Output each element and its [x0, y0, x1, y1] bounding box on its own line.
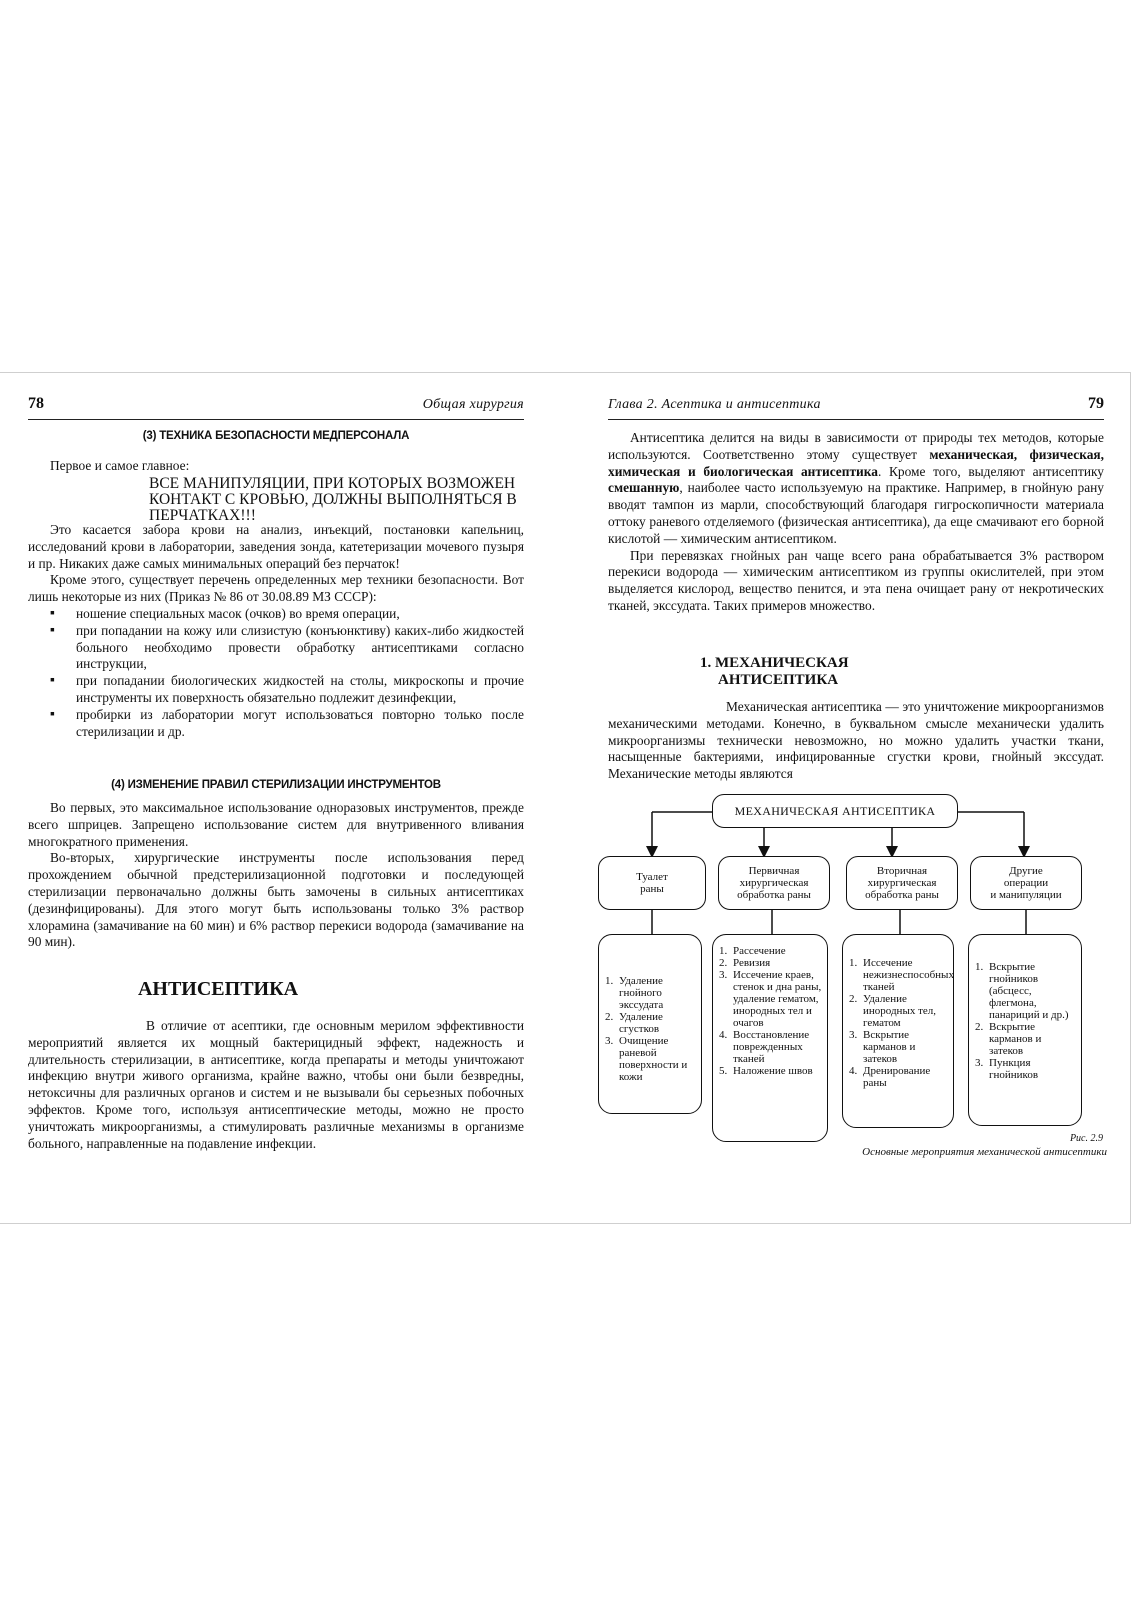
paragraph: Во первых, это максимальное использование одноразовых инструментов, прежде всего шприцев. Запрещено использование систем для внутривенного вливания многократного применения. [28, 800, 524, 849]
list-item: 1. Иссечение нежизнеспособных тканей [849, 957, 954, 993]
list-item: 1. Вскрытие гнойников (абсцесс, флегмона, панариций и др.) [975, 961, 1069, 1021]
paragraph: Кроме этого, существует перечень определенных мер техники безопасности. Вот лишь некоторые из них (Приказ № 86 от 30.08.89 МЗ СССР): [28, 572, 524, 605]
list-item: 2. Вскрытие карманов и затеков [975, 1021, 1042, 1057]
body-text [28, 1018, 524, 1152]
diagram [594, 790, 1114, 1160]
detail-box [598, 934, 702, 1114]
list-item: 1. Удаление гнойного экссудата [605, 975, 664, 1011]
running-title: Общая хирургия [422, 397, 524, 412]
detail-box [712, 934, 828, 1142]
list-item: 2. Удаление инородных тел, гематом [849, 993, 937, 1029]
body-text [608, 699, 1104, 783]
root-node: МЕХАНИЧЕСКАЯ АНТИСЕПТИКА [712, 794, 958, 828]
page-number: 78 [28, 395, 44, 412]
list-item: ▪ ношение специальных масок (очков) во время операции, [50, 605, 400, 621]
paragraph: Это касается забора крови на анализ, инъекций, постановки капельниц, исследований крови в лаборатории, заведения зонда, катетеризации мочевого пузыря и пр. Никаких даже самых минимальных операций без перчаток! [28, 522, 524, 571]
section-heading: (4) ИЗМЕНЕНИЕ ПРАВИЛ СТЕРИЛИЗАЦИИ ИНСТРУМЕНТОВ [111, 779, 441, 791]
page-number: 79 [1088, 395, 1104, 412]
category-box: Первичная хирургическая обработка раны [718, 856, 830, 910]
detail-box [842, 934, 954, 1128]
category-box: Другие операции и манипуляции [970, 856, 1082, 910]
running-head [608, 395, 1104, 420]
list-item: 2. Ревизия [719, 957, 771, 969]
paragraph: Во-вторых, хирургические инструменты после использования перед прохождением обычной предстерилизационной подготовки и последующей стерилизации первоначально должны быть замочены в сильных антисептиках (дезинфицированы). Для этого могут быть использованы только 3% раствор хлорамина (замачивание на 60 мин) и 6% раствор перекиси водорода (замачивание на 90 мин). [28, 850, 524, 950]
paragraph: Механическая антисептика — это уничтожение микроорганизмов механическими методами. Конечно, в буквальном смысле механически удалить микроорганизмы технически невозможно, но можно удалить участки ткани, насыщенные бактериями, инфицированные сгустки крови, гнойный экссудат. Механические методы являются [608, 699, 1104, 782]
caps-notice: ВСЕ МАНИПУЛЯЦИИ, ПРИ КОТОРЫХ ВОЗМОЖЕН КОНТАКТ С КРОВЬЮ, ДОЛЖНЫ ВЫПОЛНЯТЬСЯ В ПЕРЧАТКАХ!!! [149, 475, 517, 524]
bullet-list [28, 606, 524, 740]
figure-caption: Основные мероприятия механической антисептики [862, 1146, 1107, 1158]
running-head [28, 395, 524, 420]
running-title: Глава 2. Асептика и антисептика [608, 397, 821, 412]
category-box: Туалет раны [598, 856, 706, 910]
section-heading: (3) ТЕХНИКА БЕЗОПАСНОСТИ МЕДПЕРСОНАЛА [142, 430, 410, 442]
paragraph: При перевязках гнойных ран чаще всего рана обрабатывается 3% раствором перекиси водорода — химическим антисептиком из группы окислителей, при этом выделяется кислород, вещество пенится, и эта пена очищает рану от некротических тканей, экссудата. Таких примеров множество. [608, 547, 1104, 613]
section-heading: 1. МЕХАНИЧЕСКАЯ АНТИСЕПТИКА [700, 655, 849, 688]
list-item: ▪ при попадании на кожу или слизистую (конъюнктиву) каких-либо жидкостей больного необходимо провести обработку антисептиками согласно инструкции, [50, 622, 524, 672]
detail-box [968, 934, 1082, 1126]
list-item: 2. Удаление сгустков [605, 1011, 663, 1035]
list-item: ▪ пробирки из лаборатории могут использоваться повторно только после стерилизации и др. [50, 706, 524, 739]
list-item: 1. Рассечение [719, 945, 786, 957]
figure-number: Рис. 2.9 [1069, 1133, 1103, 1144]
body-text [28, 800, 524, 951]
list-item: 4. Дренирование раны [849, 1065, 931, 1089]
list-item: 3. Очищение раневой поверхности и кожи [605, 1035, 688, 1083]
list-item: 4. Восстановление поврежденных тканей [719, 1029, 810, 1065]
body-text [28, 522, 524, 740]
body-text [608, 430, 1104, 615]
paragraph: В отличие от асептики, где основным мерилом эффективности мероприятий является их мощный бактерицидный эффект, надежность и длительность стерилизации, в антисептике, когда препараты и методы уничтожают инфекцию внутри живого организма, крайне важно, чтобы они были безвредны, нетоксичны для различных органов и систем и не вызывали бы серьезных побочных эффектов. Кроме того, используя антисептические методы, можно не просто уничтожать микроорганизмы, а стимулировать различные механизмы в организме больного, направленные на подавление инфекции. [28, 1018, 524, 1151]
list-item: 3. Иссечение краев, стенок и дна раны, удаление гематом, инородных тел и очагов [719, 969, 822, 1029]
intro-line: Первое и самое главное: [50, 458, 190, 473]
list-item: 3. Пункция гнойников [975, 1057, 1039, 1081]
list-item: ▪ при попадании биологических жидкостей на столы, микроскопы и прочие инструменты их поверхность обязательно подлежит дезинфекции, [50, 673, 524, 705]
list-item: 3. Вскрытие карманов и затеков [849, 1029, 916, 1065]
category-box: Вторичная хирургическая обработка раны [846, 856, 958, 910]
chapter-title: АНТИСЕПТИКА [137, 978, 299, 1000]
paragraph: Антисептика делится на виды в зависимости от природы тех методов, которые используются. Соответственно этому существует механическая, физическая, химическая и биологическая антисептика. Кроме того, выделяют антисептику смешанную, наиболее часто используемую на практике. Например, в гнойную рану вводят тампон из марли, способствующий благодаря гигроскопичности материала оттоку раневого отделяемого (физическая антисептика), да еще смачивают его борной кислотой — химическим антисептиком. [608, 430, 1104, 546]
list-item: 5. Наложение швов [719, 1065, 813, 1077]
